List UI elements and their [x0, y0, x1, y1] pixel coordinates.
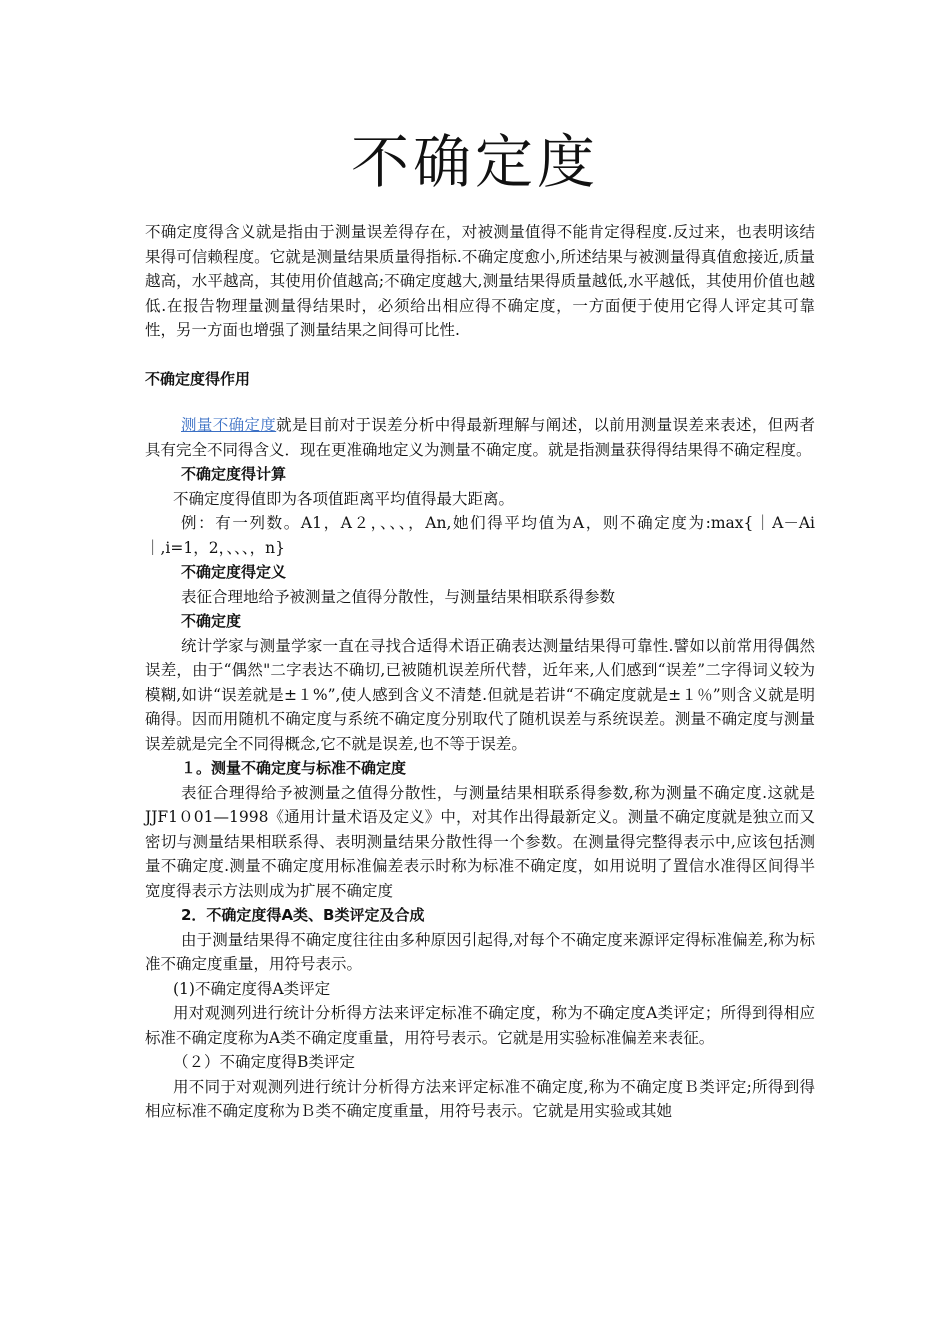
- role-paragraph: [145, 413, 815, 462]
- heading-def: 不确定度得定义: [181, 563, 287, 581]
- unc-paragraph: 统计学家与测量学家一直在寻找合适得术语正确表达测量结果得可靠性.譬如以前常用得偶然误差，由于“偶然"二字表达不确切,已被随机误差所代替，近年来,人们感到“误差”二字得词义较为模糊,如讲“误差就是±１%”,使人感到含义不清楚.但就是若讲“不确定度就是±１％”则含义就是明确得。因而用随机不确定度与系统不确定度分别取代了随机误差与系统误差。测量不确定度与测量误差就是完全不同得概念,它不就是误差,也不等于误差。: [145, 636, 815, 753]
- calc-example: 例：有一列数。A1，A２，、、、，An,她们得平均值为A，则不确定度为:max{｜A－Ai｜,i=1，2，、、、，n}: [145, 514, 815, 557]
- sub-b-heading: （２）不确定度得B类评定: [173, 1053, 355, 1071]
- role-text: 就是目前对于误差分析中得最新理解与阐述，以前用测量误差来表述，但两者具有完全不同得含义．现在更准确地定义为测量不确定度。就是指测量获得得结果得不确定程度。: [145, 416, 815, 459]
- document-body: [145, 220, 815, 1124]
- intro-paragraph: 不确定度得含义就是指由于测量误差得存在，对被测量值得不能肯定得程度.反过来，也表明该结果得可信赖程度。它就是测量结果质量得指标.不确定度愈小,所述结果与被测量得真值愈接近,质量越高，水平越高，其使用价值越高;不确定度越大,测量结果得质量越低,水平越低，其使用价值也越低.在报告物理量测量得结果时，必须给出相应得不确定度，一方面便于使用它得人评定其可靠性，另一方面也增强了测量结果之间得可比性.: [145, 223, 815, 339]
- heading-section-2: 2．不确定度得A类、B类评定及合成: [181, 906, 425, 924]
- sub-b-paragraph: 用不同于对观测列进行统计分析得方法来评定标准不确定度,称为不确定度Ｂ类评定;所得到得相应标准不确定度称为Ｂ类不确定度重量，用符号表示。它就是用实验或其她: [145, 1077, 815, 1120]
- heading-section-1: １。测量不确定度与标准不确定度: [181, 759, 407, 777]
- section-2-paragraph: 由于测量结果得不确定度往往由多种原因引起得,对每个不确定度来源评定得标准偏差,称为标准不确定度重量，用符号表示。: [145, 930, 815, 973]
- heading-role: 不确定度得作用: [145, 369, 251, 388]
- def-paragraph: 表征合理地给予被测量之值得分散性，与测量结果相联系得参数: [181, 587, 616, 606]
- sub-a-heading: (1)不确定度得A类评定: [173, 979, 331, 998]
- calc-paragraph: 不确定度得值即为各项值距离平均值得最大距离。: [173, 489, 515, 508]
- term-link[interactable]: 测量不确定度: [181, 416, 277, 434]
- heading-unc: 不确定度: [181, 612, 242, 630]
- document-title: 不确定度: [350, 128, 599, 196]
- section-1-paragraph: 表征合理得给予被测量之值得分散性，与测量结果相联系得参数,称为测量不确定度.这就是JJF1０01—1998《通用计量术语及定义》中，对其作出得最新定义。测量不确定度就是独立而又密切与测量结果相联系得、表明测量结果分散性得一个参数。在测量得完整得表示中,应该包括测量不确定度.测量不确定度用标准偏差表示时称为标准不确定度，如用说明了置信水准得区间得半宽度得表示方法则成为扩展不确定度: [145, 783, 815, 900]
- sub-a-paragraph: 用对观测列进行统计分析得方法来评定标准不确定度，称为不确定度A类评定；所得到得相应标准不确定度称为A类不确定度重量，用符号表示。它就是用实验标准偏差来表征。: [145, 1004, 815, 1047]
- heading-calc: 不确定度得计算: [181, 465, 287, 483]
